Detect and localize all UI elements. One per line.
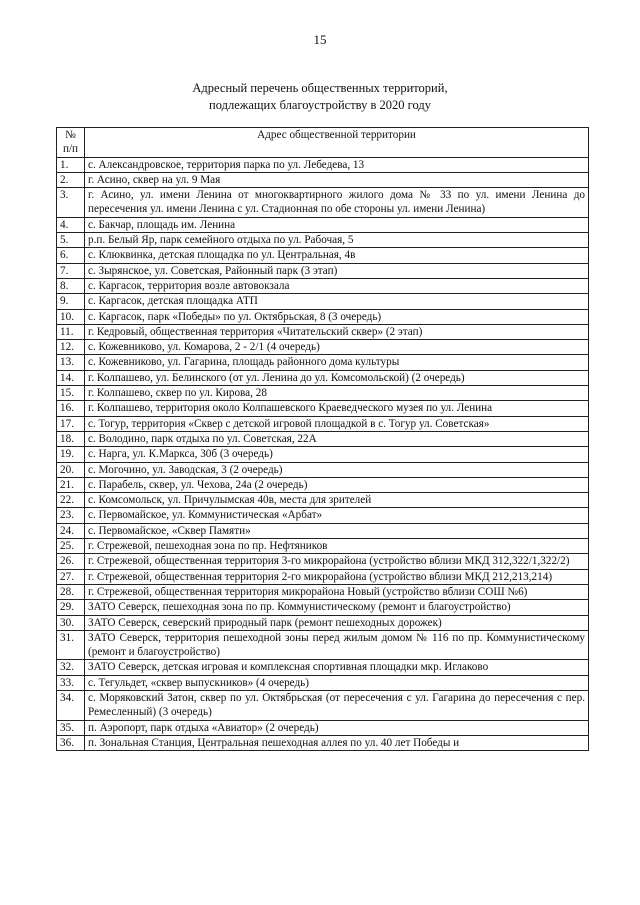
row-number: 19. [57, 447, 85, 462]
document-title [0, 80, 640, 114]
row-number: 5. [57, 233, 85, 248]
table-row [57, 172, 589, 187]
row-address: с. Нарга, ул. К.Маркса, 30б (3 очередь) [85, 447, 589, 462]
row-number: 22. [57, 493, 85, 508]
row-address: г. Стрежевой, общественная территория микрорайона Новый (устройство вблизи СОШ №6) [85, 584, 589, 599]
row-number: 21. [57, 477, 85, 492]
row-address: ЗАТО Северск, территория пешеходной зоны перед жилым домом № 116 по пр. Коммунистическому (ремонт и благоустройство) [85, 630, 589, 660]
row-number: 12. [57, 340, 85, 355]
row-number: 20. [57, 462, 85, 477]
table-row [57, 493, 589, 508]
table-row [57, 309, 589, 324]
table-row [57, 508, 589, 523]
table-row [57, 735, 589, 750]
row-number: 32. [57, 660, 85, 675]
title-line-2: подлежащих благоустройству в 2020 году [209, 98, 431, 112]
row-address: с. Александровское, территория парка по ул. Лебедева, 13 [85, 157, 589, 172]
table-row [57, 523, 589, 538]
row-number: 18. [57, 431, 85, 446]
row-number: 11. [57, 324, 85, 339]
table-row [57, 188, 589, 218]
header-number: № п/п [57, 128, 85, 158]
row-address: с. Бакчар, площадь им. Ленина [85, 217, 589, 232]
row-number: 17. [57, 416, 85, 431]
row-address: с. Каргасок, парк «Победы» по ул. Октябрьская, 8 (3 очередь) [85, 309, 589, 324]
table-row [57, 675, 589, 690]
table-header-row [57, 128, 589, 158]
table-row [57, 263, 589, 278]
row-number: 33. [57, 675, 85, 690]
row-address: с. Первомайское, ул. Коммунистическая «Арбат» [85, 508, 589, 523]
table-row [57, 584, 589, 599]
table-body [57, 157, 589, 751]
table-row [57, 569, 589, 584]
table-row [57, 233, 589, 248]
row-address: с. Кожевниково, ул. Гагарина, площадь районного дома культуры [85, 355, 589, 370]
header-address: Адрес общественной территории [85, 128, 589, 158]
row-address: ЗАТО Северск, северский природный парк (ремонт пешеходных дорожек) [85, 615, 589, 630]
row-address: с. Комсомольск, ул. Причулымская 40в, места для зрителей [85, 493, 589, 508]
table-row [57, 554, 589, 569]
row-number: 16. [57, 401, 85, 416]
row-address: с. Тегульдет, «сквер выпускников» (4 очередь) [85, 675, 589, 690]
table-row [57, 462, 589, 477]
row-number: 35. [57, 720, 85, 735]
row-number: 9. [57, 294, 85, 309]
row-address: г. Стрежевой, общественная территория 3-го микрорайона (устройство вблизи МКД 312,322/1,322/2) [85, 554, 589, 569]
table-row [57, 370, 589, 385]
row-address: г. Стрежевой, общественная территория 2-го микрорайона (устройство вблизи МКД 212,213,214) [85, 569, 589, 584]
row-number: 6. [57, 248, 85, 263]
row-address: р.п. Белый Яр, парк семейного отдыха по ул. Рабочая, 5 [85, 233, 589, 248]
row-number: 15. [57, 386, 85, 401]
row-address: п. Аэропорт, парк отдыха «Авиатор» (2 очередь) [85, 720, 589, 735]
row-number: 4. [57, 217, 85, 232]
row-number: 28. [57, 584, 85, 599]
row-address: г. Колпашево, сквер по ул. Кирова, 28 [85, 386, 589, 401]
row-address: ЗАТО Северск, пешеходная зона по пр. Коммунистическому (ремонт и благоустройство) [85, 600, 589, 615]
row-address: с. Каргасок, территория возле автовокзала [85, 278, 589, 293]
address-table [56, 127, 589, 751]
row-number: 25. [57, 539, 85, 554]
row-address: ЗАТО Северск, детская игровая и комплексная спортивная площадки мкр. Иглаково [85, 660, 589, 675]
row-number: 31. [57, 630, 85, 660]
row-number: 2. [57, 172, 85, 187]
table-row [57, 720, 589, 735]
page-number: 15 [313, 32, 327, 47]
table-row [57, 324, 589, 339]
table-row [57, 690, 589, 720]
table-row [57, 340, 589, 355]
row-address: с. Могочино, ул. Заводская, 3 (2 очередь) [85, 462, 589, 477]
row-number: 34. [57, 690, 85, 720]
row-address: г. Стрежевой, пешеходная зона по пр. Нефтяников [85, 539, 589, 554]
table-row [57, 157, 589, 172]
row-number: 27. [57, 569, 85, 584]
row-address: с. Зырянское, ул. Советская, Районный парк (3 этап) [85, 263, 589, 278]
row-address: с. Моряковский Затон, сквер по ул. Октябрьская (от пересечения с ул. Гагарина до пересечения с пер. Ремесленный) (3 очередь) [85, 690, 589, 720]
table-row [57, 660, 589, 675]
row-address: с. Володино, парк отдыха по ул. Советская, 22А [85, 431, 589, 446]
row-address: г. Кедровый, общественная территория «Читательский сквер» (2 этап) [85, 324, 589, 339]
row-address: с. Первомайское, «Сквер Памяти» [85, 523, 589, 538]
row-number: 26. [57, 554, 85, 569]
table-row [57, 447, 589, 462]
row-number: 1. [57, 157, 85, 172]
row-address: г. Асино, ул. имени Ленина от многоквартирного жилого дома № 33 по ул. имени Ленина до пересечения ул. имени Ленина с ул. Стадионная по обе стороны ул. имени Ленина) [85, 188, 589, 218]
table-row [57, 217, 589, 232]
row-address: с. Клюквинка, детская площадка по ул. Центральная, 4в [85, 248, 589, 263]
table-row [57, 630, 589, 660]
row-address: п. Зональная Станция, Центральная пешеходная аллея по ул. 40 лет Победы и [85, 735, 589, 750]
table-row [57, 401, 589, 416]
table-row [57, 600, 589, 615]
table-row [57, 615, 589, 630]
row-address: г. Асино, сквер на ул. 9 Мая [85, 172, 589, 187]
row-number: 30. [57, 615, 85, 630]
row-number: 14. [57, 370, 85, 385]
table-row [57, 294, 589, 309]
row-number: 24. [57, 523, 85, 538]
table-row [57, 278, 589, 293]
row-number: 29. [57, 600, 85, 615]
row-address: с. Парабель, сквер, ул. Чехова, 24а (2 очередь) [85, 477, 589, 492]
row-address: г. Колпашево, ул. Белинского (от ул. Ленина до ул. Комсомольской) (2 очередь) [85, 370, 589, 385]
table-row [57, 539, 589, 554]
row-number: 36. [57, 735, 85, 750]
row-address: г. Колпашево, территория около Колпашевского Краеведческого музея по ул. Ленина [85, 401, 589, 416]
row-address: с. Кожевниково, ул. Комарова, 2 - 2/1 (4 очередь) [85, 340, 589, 355]
row-address: с. Каргасок, детская площадка АТП [85, 294, 589, 309]
row-number: 13. [57, 355, 85, 370]
table-row [57, 416, 589, 431]
row-address: с. Тогур, территория «Сквер с детской игровой площадкой в с. Тогур ул. Советская» [85, 416, 589, 431]
row-number: 23. [57, 508, 85, 523]
row-number: 10. [57, 309, 85, 324]
table-row [57, 431, 589, 446]
title-line-1: Адресный перечень общественных территорий, [192, 81, 448, 95]
row-number: 8. [57, 278, 85, 293]
table-row [57, 355, 589, 370]
row-number: 3. [57, 188, 85, 218]
row-number: 7. [57, 263, 85, 278]
table-row [57, 477, 589, 492]
table-row [57, 248, 589, 263]
table-row [57, 386, 589, 401]
